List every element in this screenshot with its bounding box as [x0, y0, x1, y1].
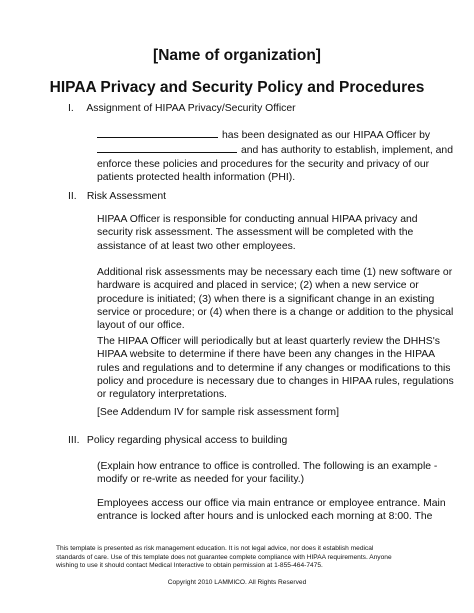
paragraph — [97, 335, 454, 401]
paragraph-line: (Explain how entrance to office is controlled. The following is an example - — [97, 461, 438, 472]
paragraph-line: Employees access our office via main entrance or employee entrance. Main — [97, 498, 446, 509]
section-title: Risk Assessment — [86, 191, 166, 202]
paragraph-line: procedure is initiated; (3) when there is a significant change in an existing — [97, 293, 435, 305]
paragraph-line: assistance of at least two other employees. — [97, 240, 296, 252]
paragraph-line: or regulatory interpretations. — [97, 389, 227, 401]
section-number: I. — [68, 103, 74, 114]
paragraph — [97, 497, 446, 524]
paragraph-line: policy and procedure is necessary due to changes in HIPAA rules, regulations — [97, 375, 454, 387]
paragraph-line: HIPAA Officer is responsible for conducting annual HIPAA privacy and — [97, 214, 418, 225]
paragraph-line: has been designated as our HIPAA Officer by — [97, 127, 427, 142]
paragraph-line: layout of our office. — [97, 320, 185, 332]
paragraph-line: The HIPAA Officer will periodically but at least quarterly review the DHHS's — [97, 336, 440, 347]
name-blank-line[interactable] — [97, 142, 237, 153]
name-blank-line[interactable] — [97, 127, 218, 138]
copyright-notice: Copyright 2010 LAMMICO. All Rights Reserved — [167, 579, 307, 586]
disclaimer-line: standards of care. Use of this template does not guarantee complete compliance with HIPAA requirements. Anyone — [56, 553, 392, 561]
paragraph — [97, 406, 427, 419]
disclaimer-line: This template is presented as risk management education. It is not legal advice, nor does it establish medical — [56, 545, 374, 552]
paragraph-line: Additional risk assessments may be necessary each time (1) new software or — [97, 267, 453, 278]
paragraph-line: service or procedure; or (4) when there is a change or addition to the physical — [97, 306, 454, 318]
section-number: III. — [68, 435, 80, 446]
section-title: Assignment of HIPAA Privacy/Security Officer — [86, 103, 296, 114]
paragraph-line: and has authority to establish, implement, and — [97, 142, 427, 157]
section-heading-2 — [68, 190, 166, 204]
paragraph-line: security risk assessment. The assessment will be completed with the — [97, 227, 414, 239]
paragraph-line: [See Addendum IV for sample risk assessment form] — [97, 407, 339, 418]
section-heading-1 — [68, 102, 296, 116]
paragraph — [97, 213, 427, 253]
disclaimer-line: wishing to use it should contact Medical Interactive to obtain permission at 1-855-464-7475. — [56, 562, 323, 570]
paragraph-line: enforce these policies and procedures for the security and privacy of our — [97, 158, 430, 170]
paragraph-line: rules and regulations and to determine if any changes or modifications to this — [97, 362, 451, 374]
section-number: II. — [68, 191, 77, 202]
document-title: HIPAA Privacy and Security Policy and Procedures — [49, 79, 425, 96]
organization-name-placeholder: [Name of organization] — [153, 47, 321, 64]
paragraph-line: hardware is acquired and placed in service; (2) when a new service or — [97, 280, 419, 292]
paragraph — [97, 266, 454, 332]
section-heading-3 — [68, 434, 287, 448]
footer-disclaimer — [56, 545, 436, 571]
paragraph-line: entrance is locked after hours and is unlocked each morning at 8:00. The — [97, 511, 433, 523]
paragraph-line: HIPAA website to determine if there have been any changes in the HIPAA — [97, 349, 436, 361]
paragraph-line: modify or re-write as needed for your facility.) — [97, 474, 305, 486]
section-title: Policy regarding physical access to building — [86, 435, 288, 446]
paragraph — [97, 127, 453, 184]
paragraph — [97, 460, 438, 487]
paragraph-line: patients protected health information (PHI). — [97, 171, 296, 183]
